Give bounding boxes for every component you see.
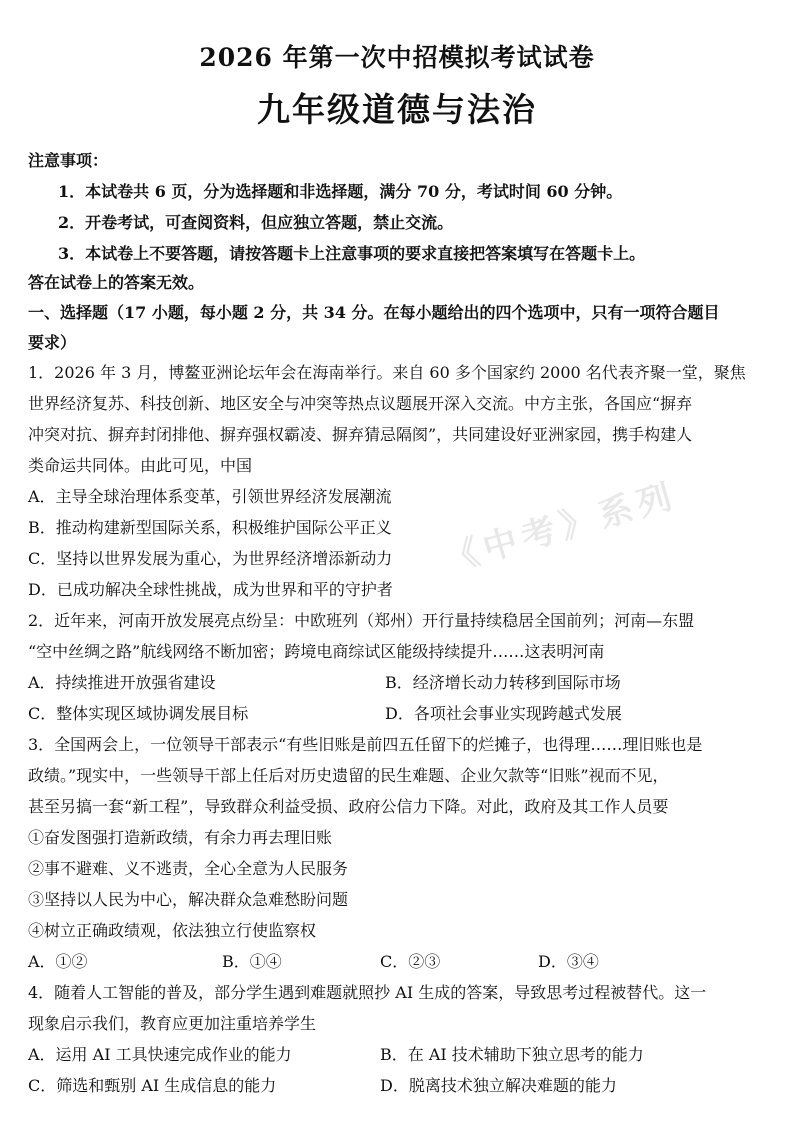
question-4-text: 4．随着人工智能的普及，部分学生遇到难题就照抄 AI 生成的答案，导致思考过程被替代。这一 xyxy=(28,983,707,1002)
question-1-option-a: A．主导全球治理体系变革，引领世界经济发展潮流 xyxy=(28,487,392,506)
question-3-item: ②事不避难、义不逃责，全心全意为人民服务 xyxy=(28,859,349,878)
question-3-text: 政绩。”现实中，一些领导干部上任后对历史遗留的民生难题、企业欠款等“旧账”视而不见， xyxy=(28,766,669,785)
question-4-option-b: B．在 AI 技术辅助下独立思考的能力 xyxy=(380,1045,644,1064)
notes-tail: 答在试卷上的答案无效。 xyxy=(28,273,205,292)
question-1-text: 世界经济复苏、科技创新、地区安全与冲突等热点议题展开深入交流。中方主张，各国应“摒弃 xyxy=(28,394,693,413)
question-3-option-b: B．①④ xyxy=(222,952,282,971)
question-3-text: 3．全国两会上，一位领导干部表示“有些旧账是前四五任留下的烂摊子，也得理……理旧账也是 xyxy=(28,735,703,754)
question-3-option-d: D．③④ xyxy=(538,952,599,971)
question-2-option-c: C．整体实现区域协调发展目标 xyxy=(28,704,249,723)
question-3-item: ①奋发图强打造新政绩，有余力再去理旧账 xyxy=(28,828,333,847)
question-1-option-d: D．已成功解决全球性挑战，成为世界和平的守护者 xyxy=(28,580,393,599)
note-item: 1．本试卷共 6 页，分为选择题和非选择题，满分 70 分，考试时间 60 分钟。 xyxy=(58,182,623,201)
note-item: 3．本试卷上不要答题，请按答题卡上注意事项的要求直接把答案填写在答题卡上。 xyxy=(58,244,646,263)
question-3-item: ④树立正确政绩观，依法独立行使监察权 xyxy=(28,921,317,940)
question-3-text: 甚至另搞一套“新工程”，导致群众利益受损、政府公信力下降。对此，政府及其工作人员要 xyxy=(28,797,669,816)
question-3-item: ③坚持以人民为中心，解决群众急难愁盼问题 xyxy=(28,890,349,909)
question-4-option-c: C．筛选和甄别 AI 生成信息的能力 xyxy=(28,1076,277,1095)
question-2-text: “空中丝绸之路”航线网络不断加密；跨境电商综试区能级持续提升……这表明河南 xyxy=(28,642,605,661)
subject-title: 九年级道德与法治 xyxy=(257,90,537,129)
watermark: 《中考》系列 xyxy=(440,475,682,581)
question-1-option-b: B．推动构建新型国际关系，积极维护国际公平正义 xyxy=(28,518,392,537)
question-4-text: 现象启示我们，教育应更加注重培养学生 xyxy=(28,1014,317,1033)
question-1-text: 冲突对抗、摒弃封闭排他、摒弃强权霸凌、摒弃猜忌隔阂”，共同建设好亚洲家园，携手构建人 xyxy=(28,425,693,444)
question-1-option-c: C．坚持以世界发展为重心，为世界经济增添新动力 xyxy=(28,549,393,568)
note-item: 2．开卷考试，可查阅资料，但应独立答题，禁止交流。 xyxy=(58,213,454,232)
exam-title: 2026 年第一次中招模拟考试试卷 xyxy=(199,43,595,72)
question-1-text: 类命运共同体。由此可见，中国 xyxy=(28,456,253,475)
section-heading: 一、选择题（17 小题，每小题 2 分，共 34 分。在每小题给出的四个选项中，只有一项符合题目 xyxy=(28,303,720,322)
question-2-option-d: D．各项社会事业实现跨越式发展 xyxy=(385,704,622,723)
question-3-option-a: A．①② xyxy=(28,952,88,971)
question-3-option-c: C．②③ xyxy=(380,952,441,971)
question-2-option-a: A．持续推进开放强省建设 xyxy=(28,673,216,692)
question-4-option-a: A．运用 AI 工具快速完成作业的能力 xyxy=(28,1045,292,1064)
question-2-text: 2．近年来，河南开放发展亮点纷呈：中欧班列（郑州）开行量持续稳居全国前列；河南—东盟 xyxy=(28,611,695,630)
notes-heading: 注意事项： xyxy=(28,151,109,170)
question-1-text: 1．2026 年 3 月，博鳌亚洲论坛年会在海南举行。来自 60 多个国家约 2000 名代表齐聚一堂，聚焦 xyxy=(28,363,746,382)
section-heading-cont: 要求） xyxy=(28,333,77,352)
question-2-option-b: B．经济增长动力转移到国际市场 xyxy=(385,673,621,692)
question-4-option-d: D．脱离技术独立解决难题的能力 xyxy=(380,1076,617,1095)
